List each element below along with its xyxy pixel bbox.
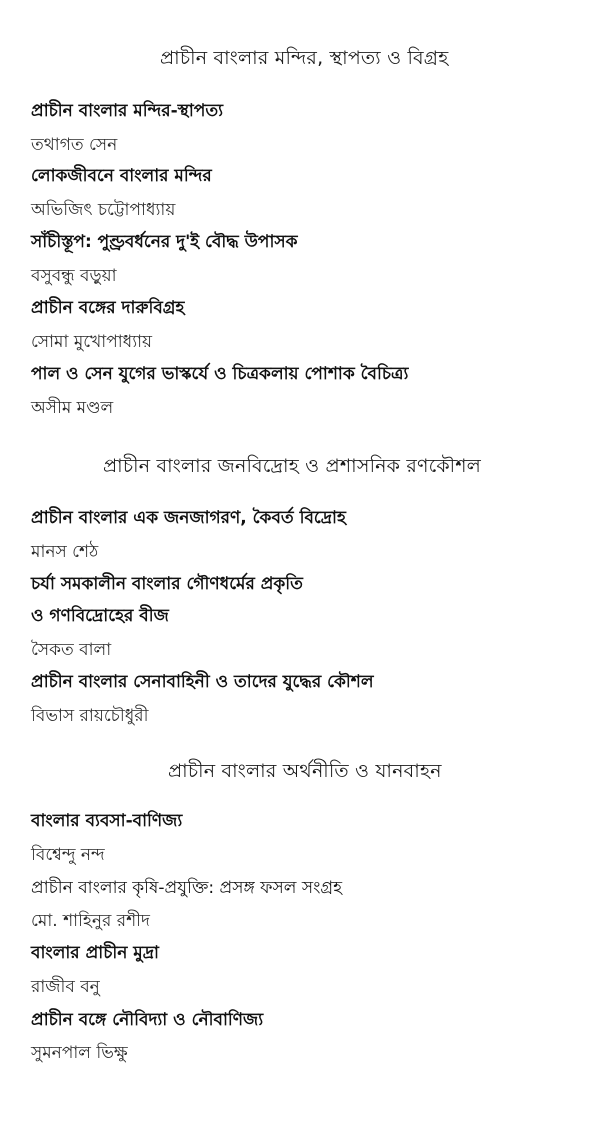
section-heading-rebellions: প্রাচীন বাংলার জনবিদ্রোহ ও প্রশাসনিক রণকৌশল bbox=[103, 455, 482, 477]
article-title[interactable]: প্রাচীন বঙ্গে নৌবিদ্যা ও নৌবাণিজ্য bbox=[31, 1010, 264, 1030]
section-heading-economy: প্রাচীন বাংলার অর্থনীতি ও যানবাহন bbox=[168, 760, 442, 782]
article-title[interactable]: প্রাচীন বাংলার এক জনজাগরণ, কৈবর্ত বিদ্রোহ bbox=[31, 508, 346, 528]
article-title[interactable]: পাল ও সেন যুগের ভাস্কর্যে ও চিত্রকলায় পোশাক বৈচিত্র্য bbox=[31, 364, 409, 384]
article-author: বসুবন্ধু বড়ুয়া bbox=[31, 266, 117, 286]
article-title[interactable]: প্রাচীন বঙ্গের দারুবিগ্রহ bbox=[31, 298, 185, 318]
article-title[interactable]: চর্যা সমকালীন বাংলার গৌণধর্মের প্রকৃতি bbox=[31, 574, 303, 594]
article-author: বিশ্বেন্দু নন্দ bbox=[31, 845, 105, 865]
article-title[interactable]: প্রাচীন বাংলার মন্দির-স্থাপত্য bbox=[31, 101, 224, 121]
article-title[interactable]: প্রাচীন বাংলার সেনাবাহিনী ও তাদের যুদ্ধের কৌশল bbox=[31, 672, 374, 692]
article-author: তথাগত সেন bbox=[31, 135, 118, 155]
article-author: অভিজিৎ চট্টোপাধ্যায় bbox=[31, 200, 176, 220]
article-title[interactable]: প্রাচীন বাংলার কৃষি-প্রযুক্তি: প্রসঙ্গ ফসল সংগ্রহ bbox=[31, 878, 343, 898]
article-author: বিভাস রায়চৌধুরী bbox=[31, 706, 149, 726]
article-author: সুমনপাল ভিক্ষু bbox=[31, 1043, 128, 1063]
article-title[interactable]: সাঁচীস্তূপ: পুণ্ড্রবর্ধনের দু'ই বৌদ্ধ উপাসক bbox=[31, 232, 298, 252]
article-title[interactable]: বাংলার প্রাচীন মুদ্রা bbox=[31, 943, 159, 963]
article-author: রাজীব বনু bbox=[31, 977, 100, 997]
article-author: মানস শেঠ bbox=[31, 542, 99, 562]
article-title-continued[interactable]: ও গণবিদ্রোহের বীজ bbox=[31, 606, 169, 626]
article-author: অসীম মণ্ডল bbox=[31, 398, 114, 418]
article-title[interactable]: লোকজীবনে বাংলার মন্দির bbox=[31, 166, 212, 186]
article-author: সোমা মুখোপাধ্যায় bbox=[31, 332, 153, 352]
article-title[interactable]: বাংলার ব্যবসা-বাণিজ্য bbox=[31, 811, 183, 831]
article-author: মো. শাহিনুর রশীদ bbox=[31, 911, 150, 931]
section-heading-temples: প্রাচীন বাংলার মন্দির, স্থাপত্য ও বিগ্রহ bbox=[160, 47, 449, 69]
article-author: সৈকত বালা bbox=[31, 640, 112, 660]
